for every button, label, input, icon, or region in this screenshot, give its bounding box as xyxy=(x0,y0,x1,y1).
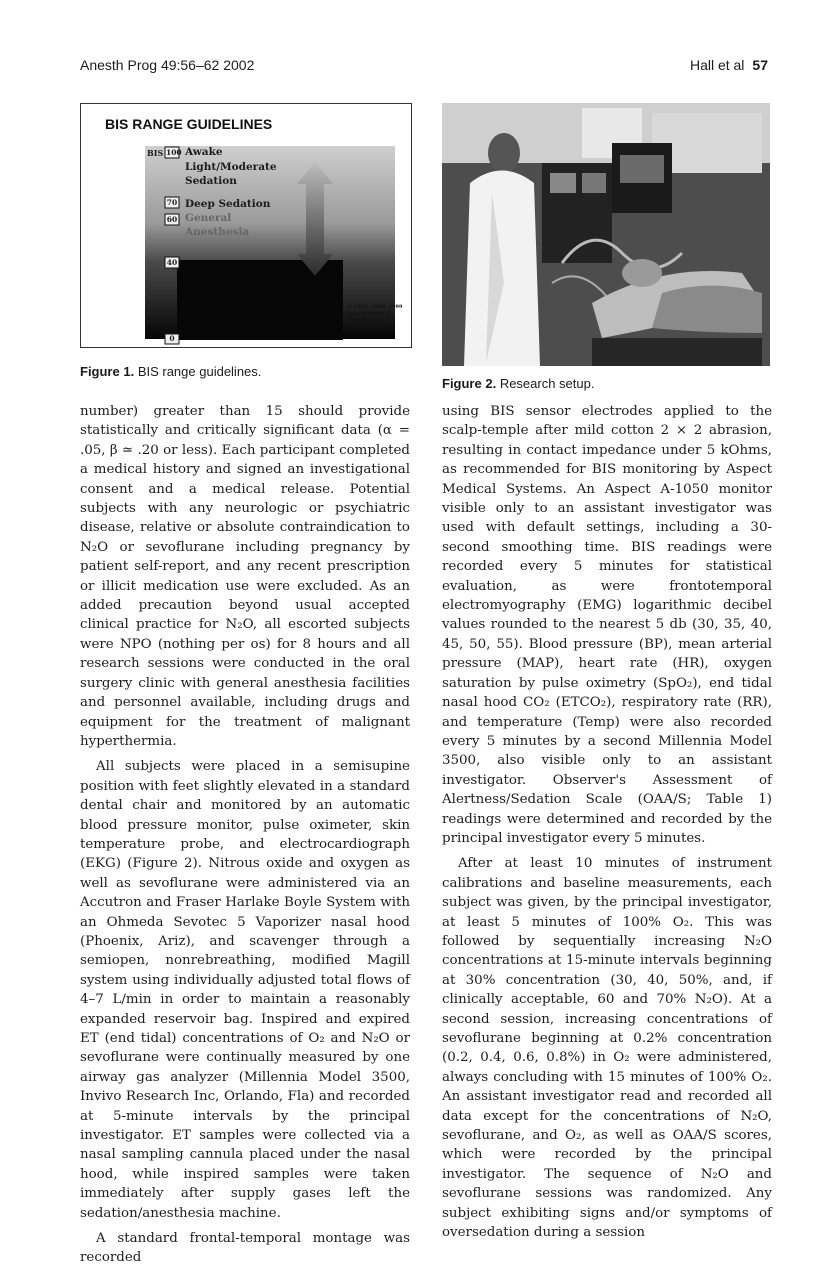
research-setup-photo xyxy=(442,103,770,366)
level-anesthesia: Anesthesia xyxy=(185,226,250,238)
figure-2-caption xyxy=(442,376,594,391)
left-paragraph-3: A standard frontal-temporal montage was recorded xyxy=(80,1231,410,1266)
journal-citation: Anesth Prog 49:56–62 2002 xyxy=(80,57,255,73)
scale-60: 60 xyxy=(166,215,178,224)
figure-1-caption-label: Figure 1. xyxy=(80,364,135,379)
figure-2-caption-text: Research setup. xyxy=(499,376,595,391)
figure-1-bis-range xyxy=(80,103,412,348)
page-number: 57 xyxy=(752,57,768,73)
page-header-right xyxy=(690,57,768,73)
figure-2-caption-label: Figure 2. xyxy=(442,376,497,391)
figure-1-caption-text: BIS range guidelines. xyxy=(137,364,262,379)
scale-100: 100 xyxy=(166,148,182,157)
level-sedation: Sedation xyxy=(185,175,237,187)
right-paragraph-2: After at least 10 minutes of instrument calibrations and baseline measurements, each subject was given, by the principal investigator, at least 5 minutes of 100% O₂. This was followed by sequentially increasing N₂O concentrations at 15-minute intervals beginning at 30% concentration (30, 40, 50%, and, if clinically acceptable, 60 and 70% N₂O). At a second session, increasing concentrations of sevoflurane beginning at 0.2% concentration (0.2, 0.4, 0.6, 0.8%) in O₂ were administered, always concluding with 15 minutes of 100% O₂. An assistant investigator read and recorded all data except for the concentrations of N₂O, sevoflurane, and O₂, as well as OAA/S scores, which were recorded by the principal investigator. The sequence of N₂O and sevoflurane sessions was randomized. Any subject exhibiting signs and/or symptoms of oversedation during a session xyxy=(442,856,772,1241)
figure-2-research-setup-photo xyxy=(442,103,770,366)
right-paragraph-1: using BIS sensor electrodes applied to the scalp-temple after mild cotton 2 × 2 abrasion, resulting in contact impedance under 5 kOhms, as recommended for BIS monitoring by Aspect Medical Systems. An Aspect A-1050 monitor visible only to an assistant investigator was used with default settings, including a 30-second smoothing time. BIS readings were recorded every 5 minutes for statistical evaluation, as were frontotemporal electromyography (EMG) logarithmic decibel values rounded to the nearest 5 db (30, 35, 40, 45, 50, 55). Blood pressure (BP), mean arterial pressure (MAP), heart rate (HR), oxygen saturation by pulse oximetry (SpO₂), end tidal nasal hood CO₂ (ETCO₂), respiratory rate (RR), and temperature (Temp) were also recorded every 5 minutes by a second Millennia Model 3500, also visible only to an assistant investigator. Observer's Assessment of Alertness/Sedation Scale (OAA/S; Table 1) readings were determined and recorded by the principal investigator every 5 minutes. xyxy=(442,404,772,846)
left-paragraph-2: All subjects were placed in a semisupine position with feet slightly elevated in a standard dental chair and monitored by an automatic blood pressure monitor, pulse oximeter, skin temperature probe, and electrocardiograph (EKG) (Figure 2). Nitrous oxide and oxygen as well as sevoflurane were administered via an Accutron and Fraser Harlake Boyle System with an Ohmeda Sevotec 5 Vaporizer nasal hood (Phoenix, Ariz), and scavenger through a semiopen, nonrebreathing, modified Magill system using individually adjusted total flows of 4–7 L/min in order to maintain a reasonably expanded reservoir bag. Inspired and expired ET (end tidal) concentrations of O₂ and N₂O or sevoflurane were continually measured by one airway gas analyzer (Millennia Model 3500, Invivo Research Inc, Orlando, Fla) and recorded at 5-minute intervals by the principal investigator. ET samples were collected via a nasal sampling cannula placed under the nasal hood, while inspired samples were taken immediately after supply gases left the sedation/anesthesia machine. xyxy=(80,759,410,1221)
authors: Hall et al xyxy=(689,57,745,73)
level-general: General xyxy=(185,212,232,224)
left-text-column xyxy=(80,402,410,1268)
left-paragraph-1: number) greater than 15 should provide statistically and critically significant data (α = .05, β ≃ .20 or less). Each participant completed a medical history and signed an investigational consent and a medical release. Potential subjects with any neurologic or psychiatric disease, relative or absolute contraindication to N₂O or sevoflurane including pregnancy by patient self-report, and any recent prescription or illicit medication use were excluded. As an added precaution beyond usual accepted clinical practice for N₂O, all escorted subjects were NPO (nothing per os) for 8 hours and all research sessions were conducted in the oral surgery clinic with general anesthesia facilities and personnel available, including drugs and equipment for the treatment of malignant hyperthermia. xyxy=(80,404,410,749)
copyright-line-1: © 1994, 1998, 1999 xyxy=(347,304,403,310)
figure-1-caption xyxy=(80,364,261,379)
scale-40: 40 xyxy=(166,258,178,267)
level-light-moderate: Light/Moderate xyxy=(185,161,277,173)
copyright-line-2: Aspect Medical Systems, Inc. xyxy=(347,311,390,323)
scale-70: 70 xyxy=(166,198,178,207)
right-text-column xyxy=(442,402,772,1242)
level-deep-sedation: Deep Sedation xyxy=(185,198,271,210)
level-awake: Awake xyxy=(185,146,223,158)
figure-1-title: BIS RANGE GUIDELINES xyxy=(105,116,273,132)
scale-0: 0 xyxy=(169,334,175,343)
bis-label: BIS xyxy=(147,148,164,158)
